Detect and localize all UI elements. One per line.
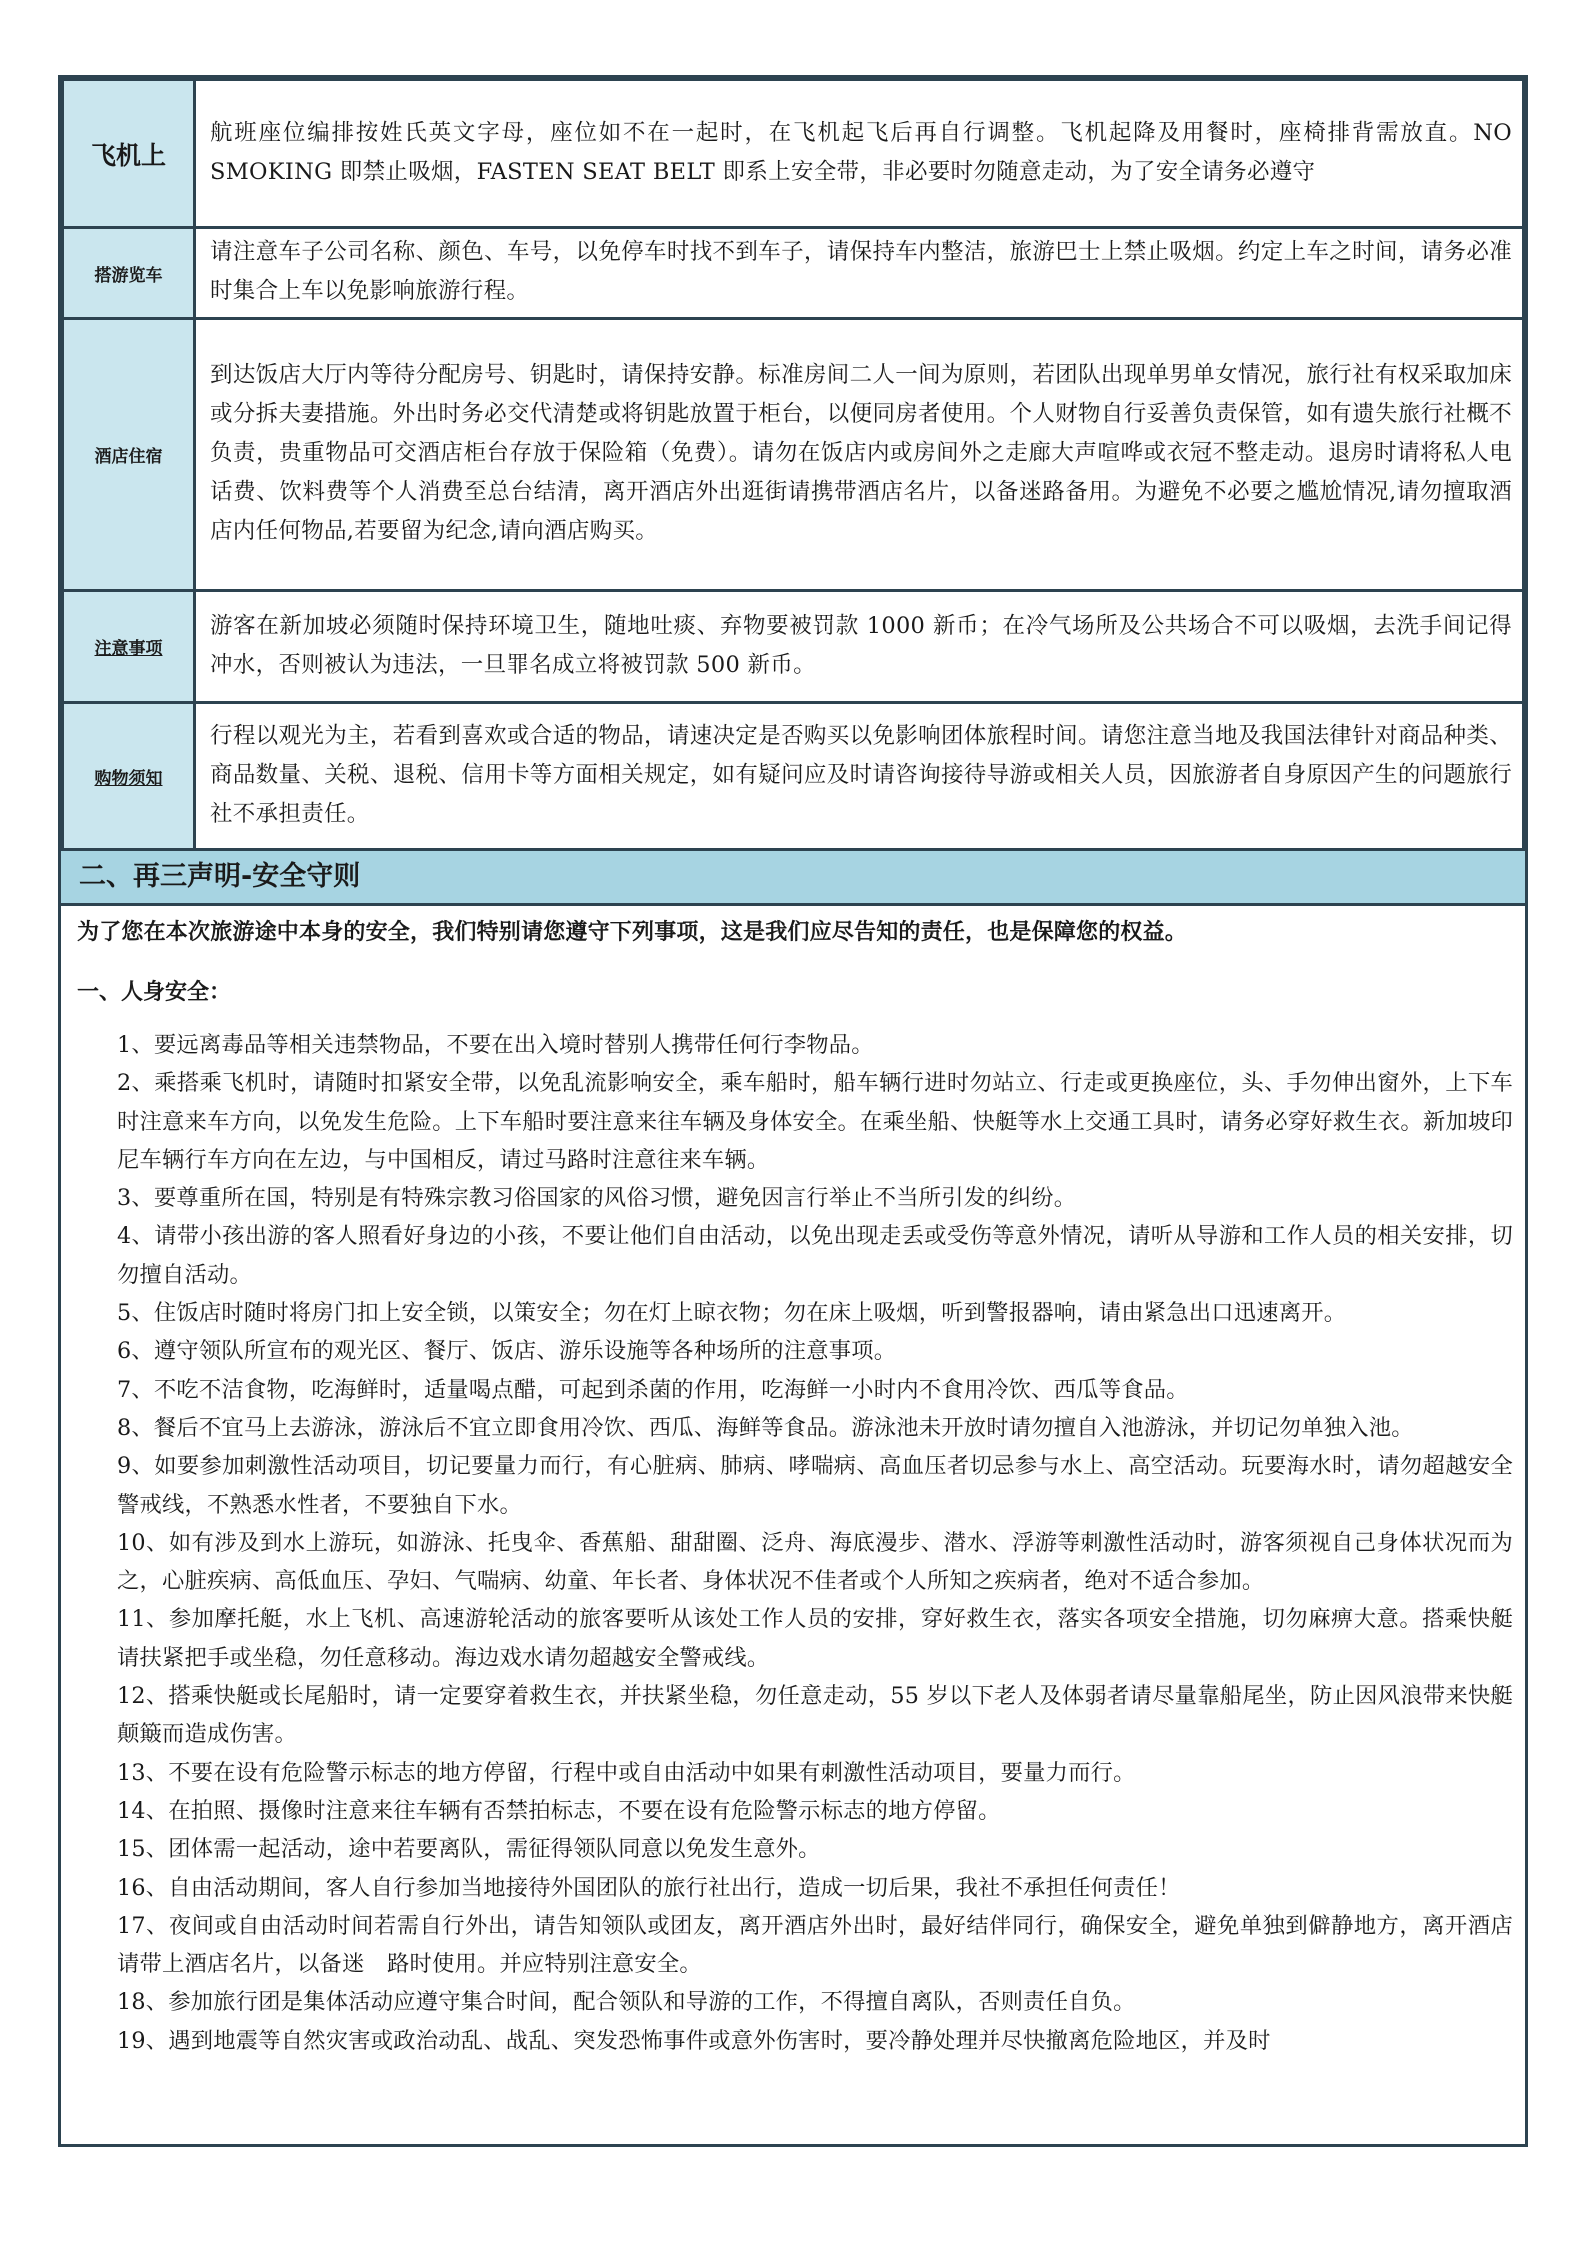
list-item: 4、请带小孩出游的客人照看好身边的小孩，不要让他们自由活动，以免出现走丢或受伤等意外情况，请听从导游和工作人员的相关安排，切勿擅自活动。 (117, 1223, 1513, 1288)
table-row (63, 80, 1524, 228)
list-item: 11、参加摩托艇，水上飞机、高速游轮活动的旅客要听从该处工作人员的安排，穿好救生衣，落实各项安全措施，切勿麻痹大意。搭乘快艇请扶紧把手或坐稳，勿任意移动。海边戏水请勿超越安全警戒线。 (117, 1606, 1513, 1671)
section-title: 二、再三声明-安全守则 (61, 851, 1525, 906)
list-item: 16、自由活动期间，客人自行参加当地接待外国团队的旅行社出行，造成一切后果，我社不承担任何责任！ (117, 1874, 1181, 1901)
list-item: 3、要尊重所在国，特别是有特殊宗教习俗国家的风俗习惯，避免因言行举止不当所引发的纠纷。 (117, 1185, 1077, 1212)
safety-rules-list (77, 1026, 1513, 2060)
safety-subhead: 一、人身安全： (77, 980, 232, 1005)
table-row (63, 591, 1524, 703)
row-text-notes: 游客在新加坡必须随时保持环境卫生，随地吐痰、弃物要被罚款 1000 新币；在冷气场所及公共场合不可以吸烟，去洗手间记得冲水，否则被认为违法，一旦罪名成立将被罚款 500 新币。 (195, 591, 1524, 703)
row-text-shopping: 行程以观光为主，若看到喜欢或合适的物品，请速决定是否购买以免影响团体旅程时间。请您注意当地及我国法律针对商品种类、商品数量、关税、退税、信用卡等方面相关规定，如有疑问应及时请咨询接待导游或相关人员，因旅游者自身原因产生的问题旅行社不承担责任。 (195, 703, 1524, 850)
list-item: 7、不吃不洁食物，吃海鲜时，适量喝点醋，可起到杀菌的作用，吃海鲜一小时内不食用冷饮、西瓜等食品。 (117, 1376, 1189, 1403)
row-text-tour-bus: 请注意车子公司名称、颜色、车号，以免停车时找不到车子，请保持车内整洁，旅游巴士上禁止吸烟。约定上车之时间，请务必准时集合上车以免影响旅游行程。 (195, 228, 1524, 319)
notice-table (61, 78, 1525, 851)
list-item: 17、夜间或自由活动时间若需自行外出，请告知领队或团友，离开酒店外出时，最好结伴同行，确保安全，避免单独到僻静地方，离开酒店请带上酒店名片，以备迷 路时使用。并应特别注意安全。 (117, 1912, 1513, 1978)
list-item: 12、搭乘快艇或长尾船时，请一定要穿着救生衣，并扶紧坐稳，勿任意走动，55 岁以下老人及体弱者请尽量靠船尾坐，防止因风浪带来快艇颠簸而造成伤害。 (117, 1683, 1513, 1748)
table-row (63, 319, 1524, 591)
row-text-hotel: 到达饭店大厅内等待分配房号、钥匙时，请保持安静。标准房间二人一间为原则，若团队出现单男单女情况，旅行社有权采取加床或分拆夫妻措施。外出时务必交代清楚或将钥匙放置于柜台，以便同房者使用。个人财物自行妥善负责保管，如有遗失旅行社概不负责，贵重物品可交酒店柜台存放于保险箱（免费）。请勿在饭店内或房间外之走廊大声喧哗或衣冠不整走动。退房时请将私人电话费、饮料费等个人消费至总台结清，离开酒店外出逛街请携带酒店名片，以备迷路备用。为避免不必要之尴尬情况,请勿擅取酒店内任何物品,若要留为纪念,请向酒店购买。 (195, 319, 1524, 591)
row-label-hotel: 酒店住宿 (63, 319, 195, 591)
list-item: 8、餐后不宜马上去游泳，游泳后不宜立即食用冷饮、西瓜、海鲜等食品。游泳池未开放时请勿擅自入池游泳，并切记勿单独入池。 (117, 1414, 1414, 1441)
document-page (58, 75, 1528, 2147)
list-item: 15、团体需一起活动，途中若要离队，需征得领队同意以免发生意外。 (117, 1836, 821, 1863)
table-row (63, 228, 1524, 319)
list-item: 19、遇到地震等自然灾害或政治动乱、战乱、突发恐怖事件或意外伤害时，要冷静处理并尽快撤离危险地区，并及时 (117, 2027, 1271, 2054)
row-text-airplane: 航班座位编排按姓氏英文字母，座位如不在一起时，在飞机起飞后再自行调整。飞机起降及用餐时，座椅排背需放直。NO SMOKING 即禁止吸烟，FASTEN SEAT BELT 即系上安全带，非必要时勿随意走动，为了安全请务必遵守 (195, 80, 1524, 228)
safety-section (61, 906, 1525, 2060)
row-label-tour-bus: 搭游览车 (63, 228, 195, 319)
list-item: 1、要远离毒品等相关违禁物品，不要在出入境时替别人携带任何行李物品。 (117, 1032, 874, 1058)
row-label-airplane: 飞机上 (63, 80, 195, 228)
list-item: 14、在拍照、摄像时注意来往车辆有否禁拍标志，不要在设有危险警示标志的地方停留。 (117, 1797, 1001, 1824)
list-item: 6、遵守领队所宣布的观光区、餐厅、饭店、游乐设施等各种场所的注意事项。 (117, 1338, 897, 1365)
row-label-notes: 注意事项 (63, 591, 195, 703)
row-label-shopping: 购物须知 (63, 703, 195, 850)
list-item: 9、如要参加刺激性活动项目，切记要量力而行，有心脏病、肺病、哮喘病、高血压者切忌参与水上、高空活动。玩要海水时，请勿超越安全警戒线，不熟悉水性者，不要独自下水。 (117, 1453, 1513, 1518)
list-item: 18、参加旅行团是集体活动应遵守集合时间，配合领队和导游的工作，不得擅自离队，否则责任自负。 (117, 1989, 1136, 2016)
list-item: 13、不要在设有危险警示标志的地方停留，行程中或自由活动中如果有刺激性活动项目，要量力而行。 (117, 1759, 1136, 1786)
table-row (63, 703, 1524, 850)
list-item: 10、如有涉及到水上游玩，如游泳、托曳伞、香蕉船、甜甜圈、泛舟、海底漫步、潜水、浮游等刺激性活动时，游客须视自己身体状况而为之，心脏疾病、高低血压、孕妇、气喘病、幼童、年长者、身体状况不佳者或个人所知之疾病者，绝对不适合参加。 (117, 1529, 1513, 1595)
list-item: 2、乘搭乘飞机时，请随时扣紧安全带，以免乱流影响安全，乘车船时，船车辆行进时勿站立、行走或更换座位，头、手勿伸出窗外，上下车时注意来车方向，以免发生危险。上下车船时要注意来往车辆及身体安全。在乘坐船、快艇等水上交通工具时，请务必穿好救生衣。新加坡印尼车辆行车方向在左边，与中国相反，请过马路时注意往来车辆。 (117, 1070, 1513, 1173)
safety-intro: 为了您在本次旅游途中本身的安全，我们特别请您遵守下列事项，这是我们应尽告知的责任，也是保障您的权益。 (77, 920, 1188, 945)
list-item: 5、住饭店时随时将房门扣上安全锁，以策安全；勿在灯上晾衣物；勿在床上吸烟，听到警报器响，请由紧急出口迅速离开。 (117, 1300, 1347, 1327)
